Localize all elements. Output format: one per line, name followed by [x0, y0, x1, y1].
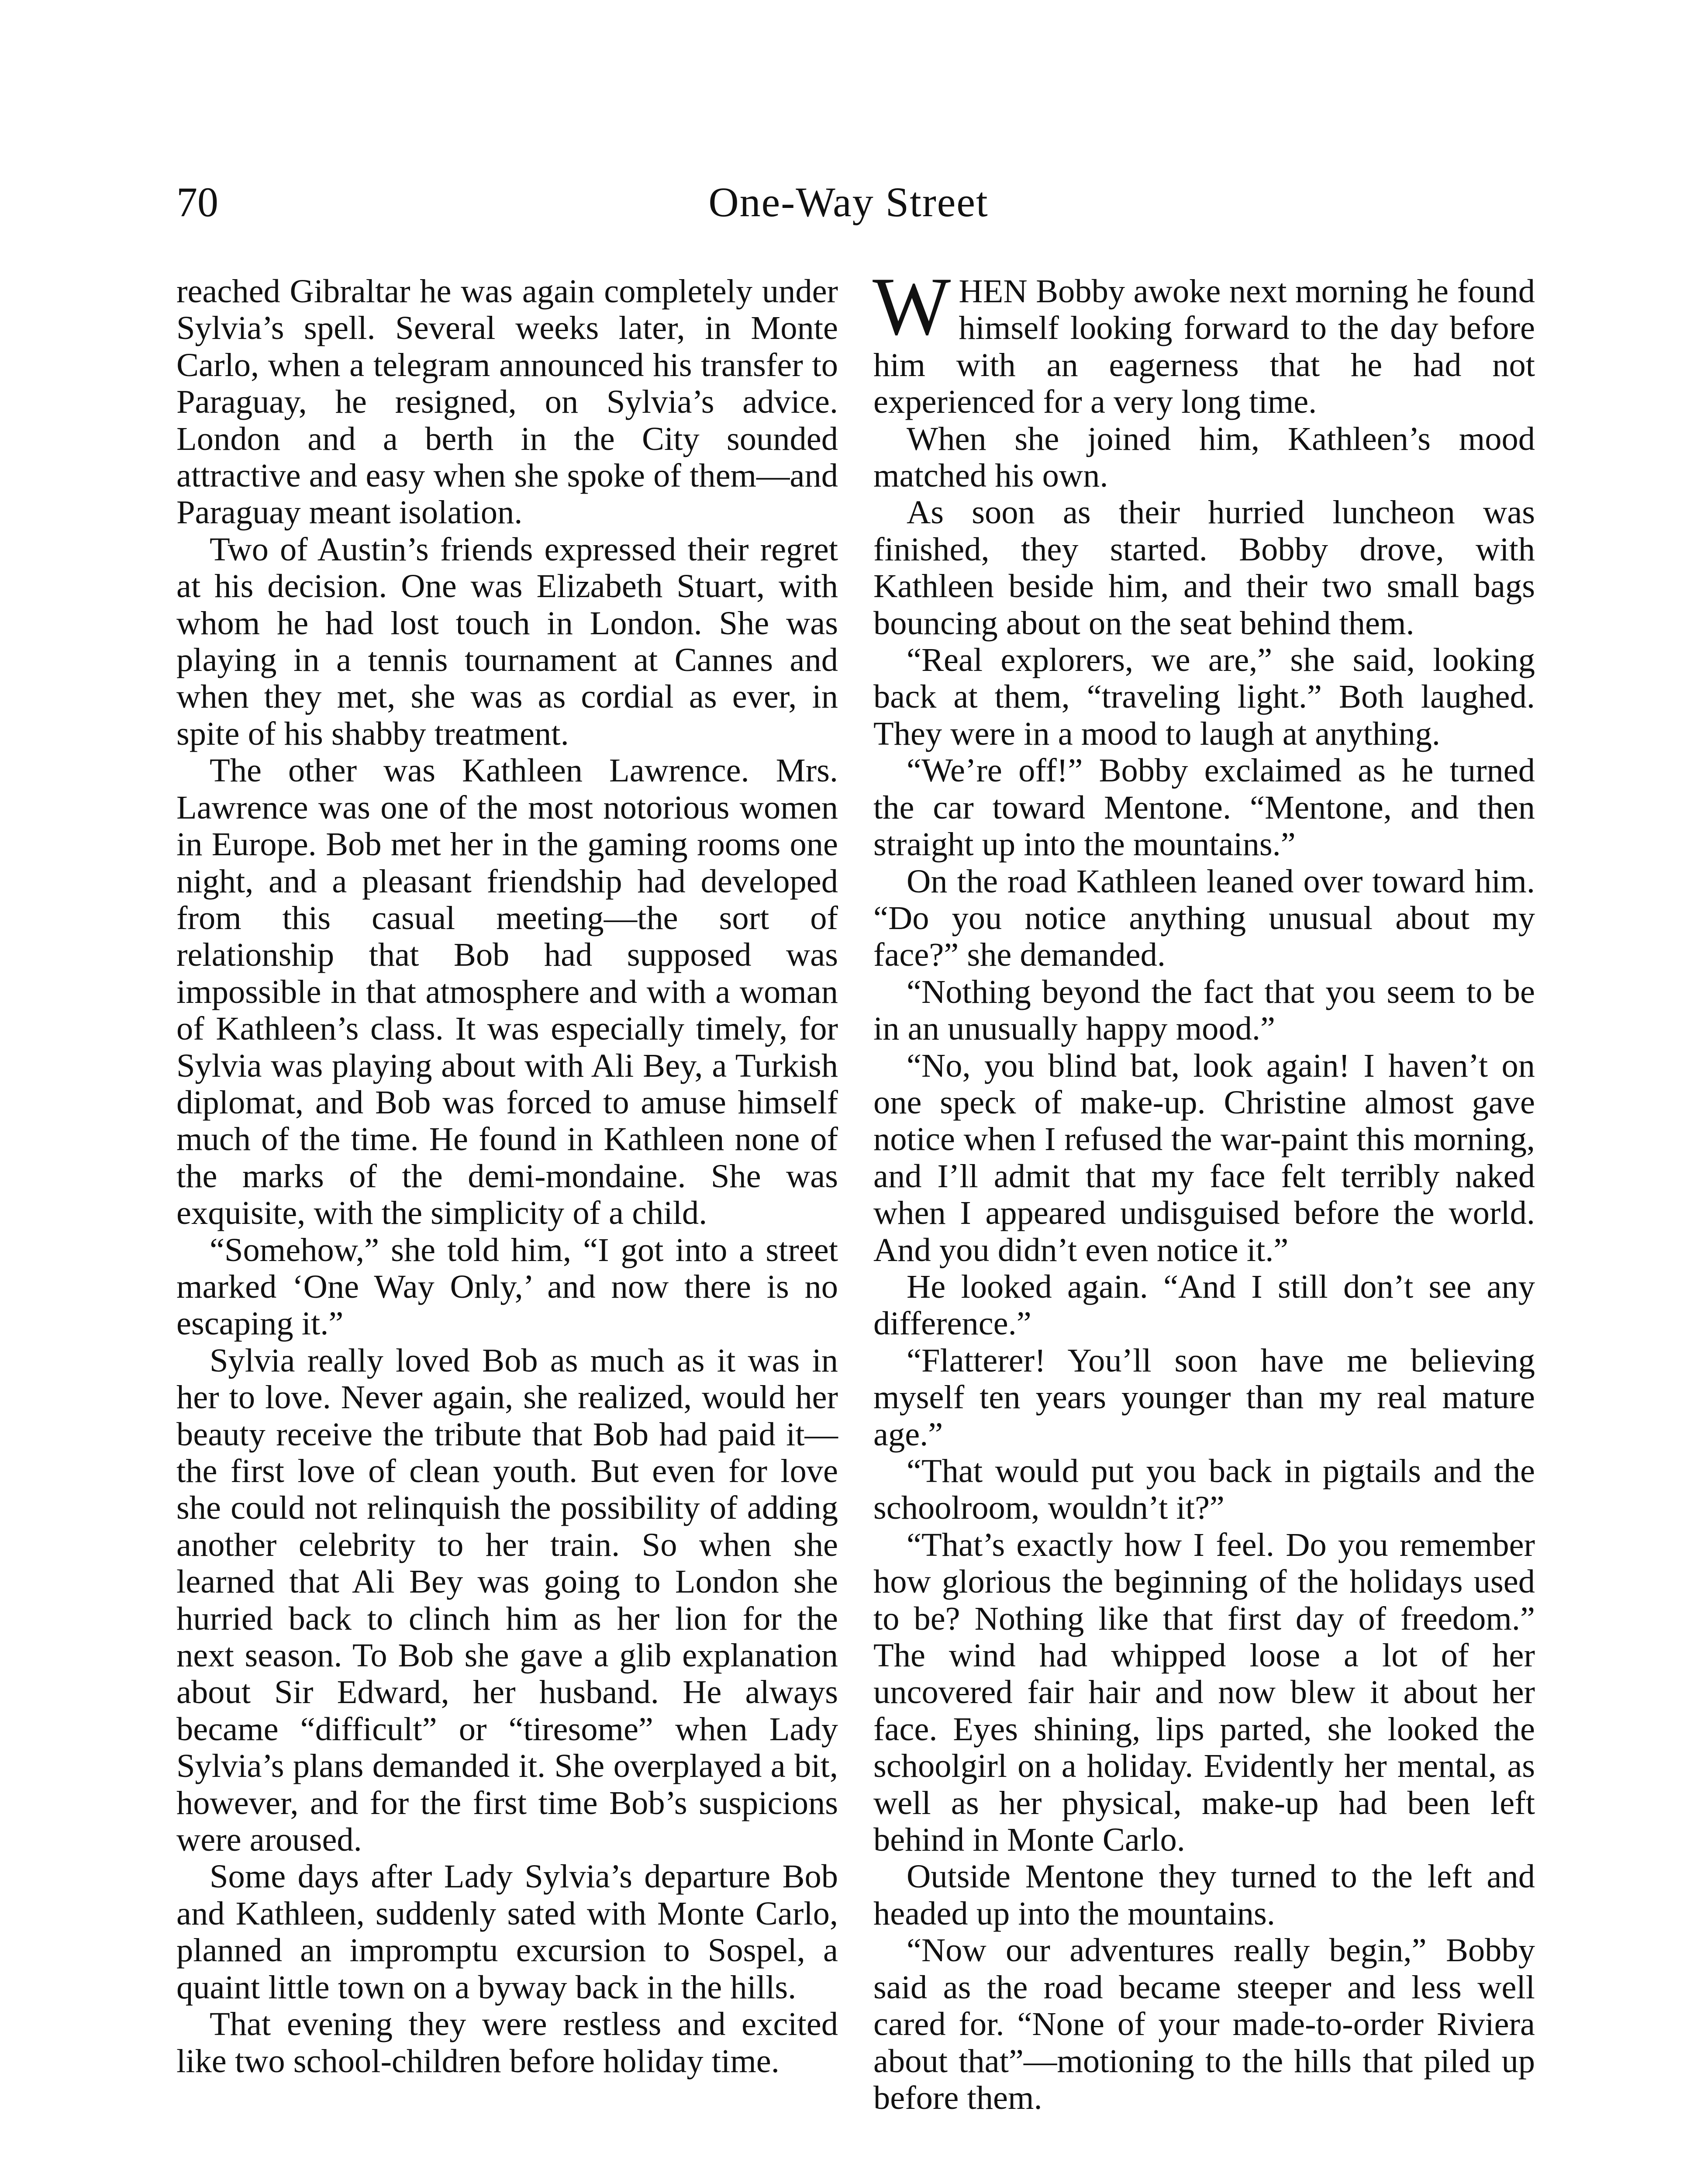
paragraph: “We’re off!” Bobby exclaimed as he turned the car toward Mentone. “Mentone, and then straight up into the mountains.”	[873, 752, 1535, 863]
paragraph: reached Gibraltar he was again completely under Sylvia’s spell. Several weeks later, in Monte Carlo, when a telegram announced his transfer to Paraguay, he resigned, on Sylvia’s advice. London and a berth in the City sounded attractive and easy when she spoke of them—and Paraguay meant isolation.	[176, 273, 838, 531]
paragraph: “Now our adventures really begin,” Bobby said as the road became steeper and less well cared for. “None of your made-to-order Riviera about that”—motioning to the hills that piled up before them.	[873, 1932, 1535, 2116]
page-number: 70	[176, 179, 218, 225]
paragraph: Outside Mentone they turned to the left and headed up into the mountains.	[873, 1858, 1535, 1932]
opening-paragraph	[873, 261, 1535, 421]
left-column	[176, 273, 838, 2080]
paragraph: He looked again. “And I still don’t see any difference.”	[873, 1268, 1535, 1342]
paragraph: Sylvia really loved Bob as much as it was in her to love. Never again, she realized, would her beauty receive the tribute that Bob had paid it—the first love of clean youth. But even for love she could not relinquish the possibility of adding another celebrity to her train. So when she learned that Ali Bey was going to London she hurried back to clinch him as her lion for the next season. To Bob she gave a glib explanation about Sir Edward, her husband. He always became “difficult” or “tiresome” when Lady Sylvia’s plans demanded it. She overplayed a bit, however, and for the first time Bob’s suspicions were aroused.	[176, 1341, 838, 1859]
paragraph: Some days after Lady Sylvia’s departure Bob and Kathleen, suddenly sated with Monte Carlo, planned an impromptu excursion to Sospel, a quaint little town on a byway back in the hills.	[176, 1858, 838, 2006]
paragraph: “Nothing beyond the fact that you seem to be in an unusually happy mood.”	[873, 973, 1535, 1047]
opening-paragraph-text: HEN Bobby awoke next morning he found himself looking forward to the day before him with an eagerness that he had not experienced for a very long time.	[873, 273, 1535, 421]
paragraph: On the road Kathleen leaned over toward him. “Do you notice anything unusual about my face?” she demanded.	[873, 862, 1535, 974]
paragraph: As soon as their hurried luncheon was finished, they started. Bobby drove, with Kathleen beside him, and their two small bags bouncing about on the seat behind them.	[873, 494, 1535, 642]
drop-cap: W	[873, 261, 951, 352]
paragraph: “That’s exactly how I feel. Do you remember how glorious the beginning of the holidays used to be? Nothing like that first day of freedom.” The wind had whipped loose a lot of her uncovered fair hair and now blew it about her face. Eyes shining, lips parted, she looked the schoolgirl on a holiday. Evidently her mental, as well as her physical, make-up had been left behind in Monte Carlo.	[873, 1526, 1535, 1859]
paragraph: “Somehow,” she told him, “I got into a street marked ‘One Way Only,’ and now there is no escaping it.”	[176, 1231, 838, 1342]
paragraph: “No, you blind bat, look again! I haven’t on one speck of make-up. Christine almost gave notice when I refused the war-paint this morning, and I’ll admit that my face felt terribly naked when I appeared undisguised before the world. And you didn’t even notice it.”	[873, 1047, 1535, 1268]
paragraph: When she joined him, Kathleen’s mood matched his own.	[873, 420, 1535, 494]
running-title: One-Way Street	[708, 179, 989, 225]
paragraph: “That would put you back in pigtails and the schoolroom, wouldn’t it?”	[873, 1452, 1535, 1527]
paragraph: Two of Austin’s friends expressed their regret at his decision. One was Elizabeth Stuart, with whom he had lost touch in London. She was playing in a tennis tournament at Cannes and when they met, she was as cordial as ever, in spite of his shabby treatment.	[176, 530, 838, 752]
right-column	[873, 261, 1535, 2116]
paragraph: “Flatterer! You’ll soon have me believing myself ten years younger than my real mature age.”	[873, 1341, 1535, 1453]
paragraph: That evening they were restless and excited like two school-children before holiday time.	[176, 2005, 838, 2080]
paragraph: “Real explorers, we are,” she said, looking back at them, “traveling light.” Both laughed. They were in a mood to laugh at anything.	[873, 641, 1535, 752]
paragraph: The other was Kathleen Lawrence. Mrs. Lawrence was one of the most notorious women in Europe. Bob met her in the gaming rooms one night, and a pleasant friendship had developed from this casual meeting—the sort of relationship that Bob had supposed was impossible in that atmosphere and with a woman of Kathleen’s class. It was especially timely, for Sylvia was playing about with Ali Bey, a Turkish diplomat, and Bob was forced to amuse himself much of the time. He found in Kathleen none of the marks of the demi-mondaine. She was exquisite, with the simplicity of a child.	[176, 752, 838, 1232]
